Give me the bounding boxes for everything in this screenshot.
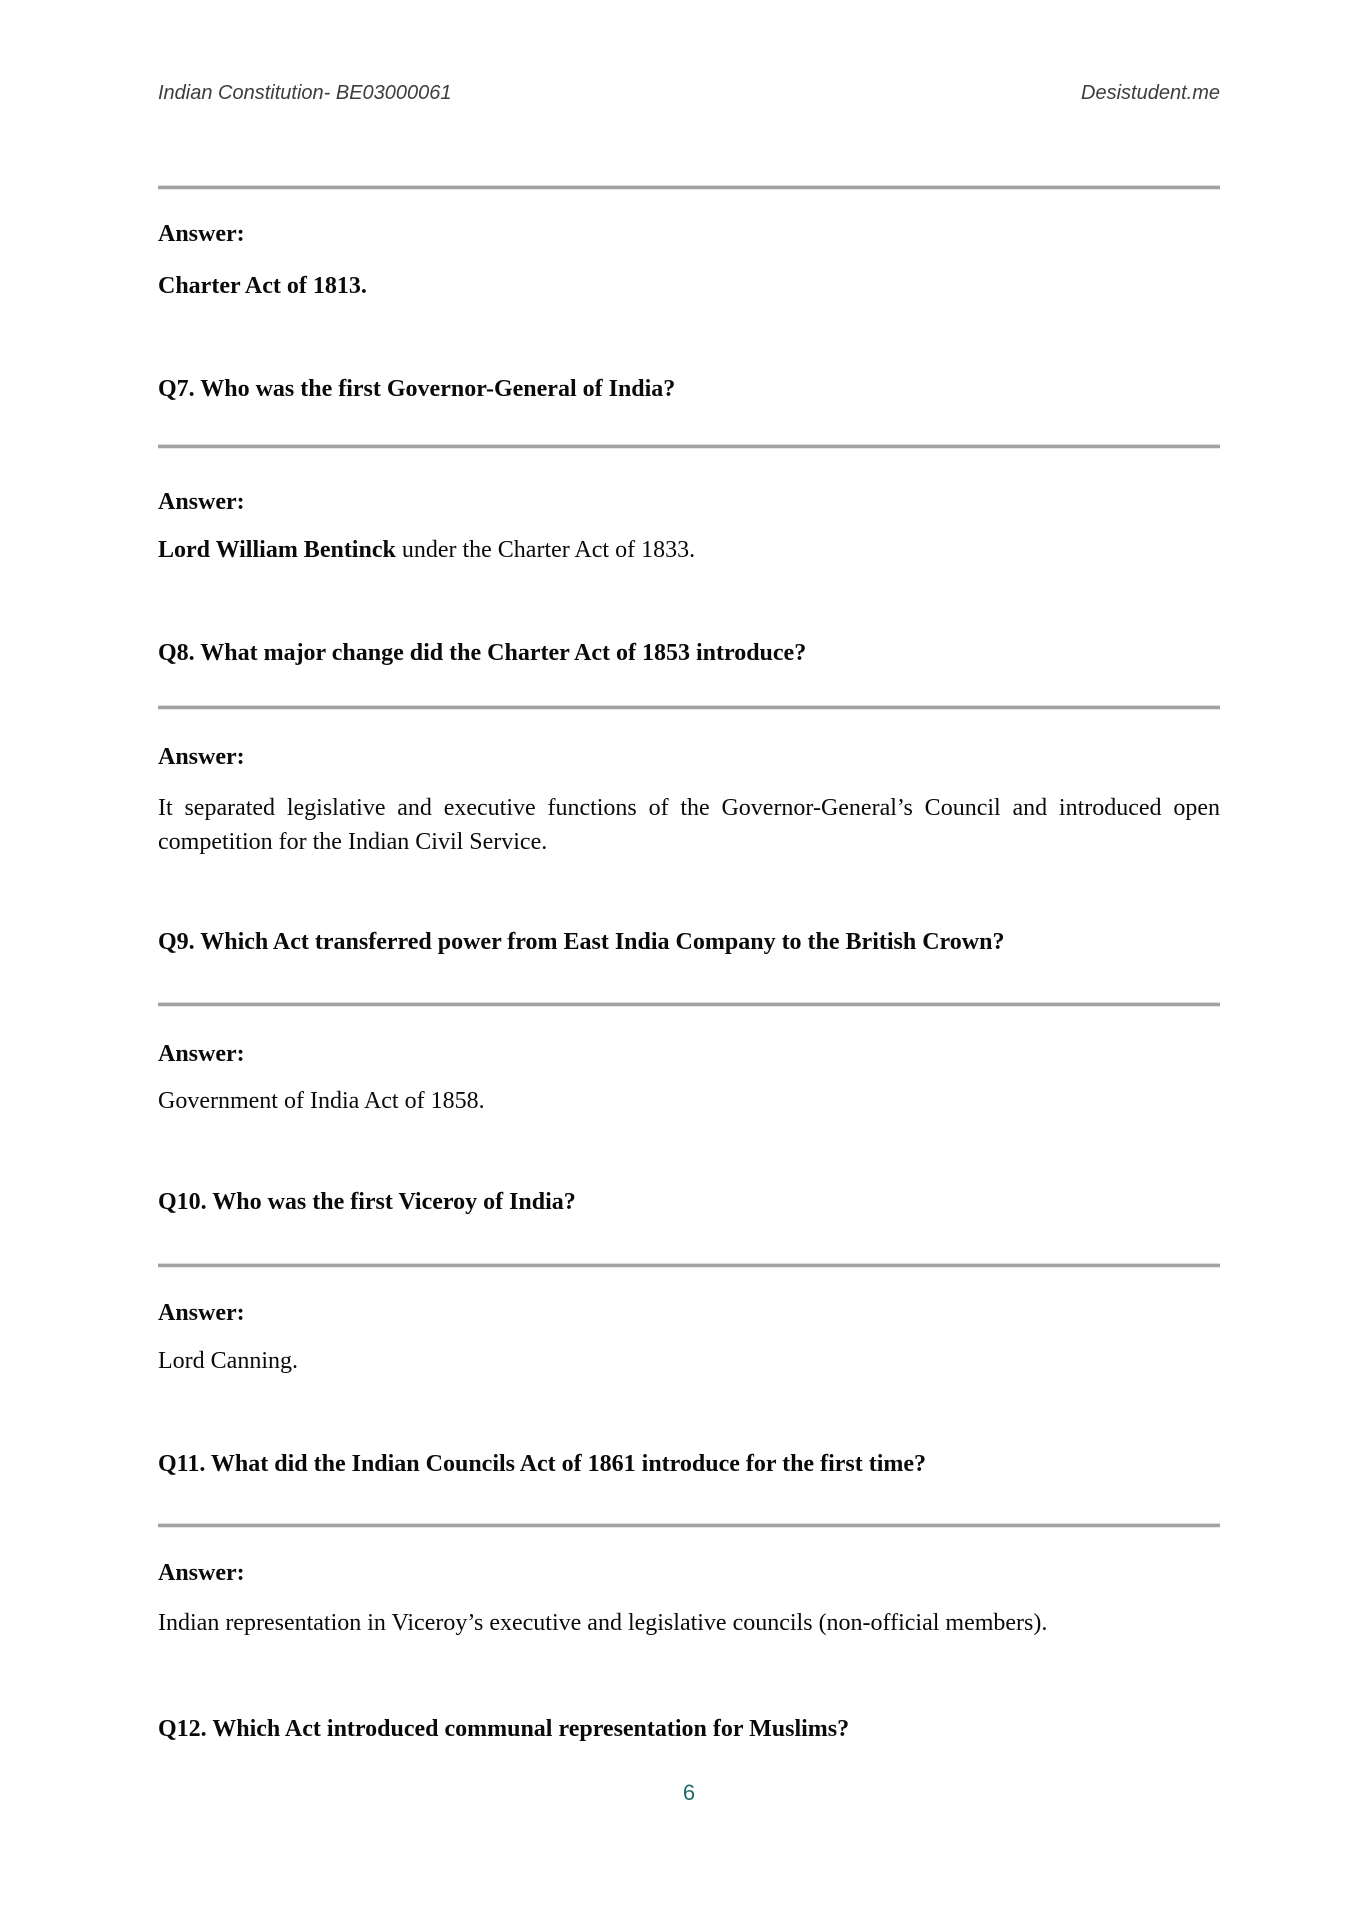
answer-text-q9: Government of India Act of 1858. [158, 1088, 485, 1114]
question-q9: Q9. Which Act transferred power from East India Company to the British Crown? [158, 929, 1005, 955]
answer-label: Answer: [158, 1560, 245, 1586]
answer-text-q6: Charter Act of 1813. [158, 273, 367, 299]
answer-label: Answer: [158, 489, 245, 515]
answer-text-q11: Indian representation in Viceroy’s executive and legislative councils (non-official members). [158, 1610, 1048, 1636]
answer-text-q7 [158, 536, 1220, 564]
header-course-code: Indian Constitution- BE03000061 [158, 82, 452, 104]
question-q7: Q7. Who was the first Governor-General of India? [158, 376, 676, 402]
question-q11: Q11. What did the Indian Councils Act of 1861 introduce for the first time? [158, 1451, 927, 1477]
question-q8: Q8. What major change did the Charter Act of 1853 introduce? [158, 640, 807, 666]
section-divider [158, 185, 1220, 190]
section-divider [158, 1263, 1220, 1268]
header-site-name: Desistudent.me [1081, 82, 1220, 104]
section-divider [158, 1002, 1220, 1007]
answer-label: Answer: [158, 221, 245, 247]
answer-text-q10: Lord Canning. [158, 1348, 298, 1374]
page-number: 6 [682, 1780, 696, 1805]
section-divider [158, 705, 1220, 710]
answer-q7-rest: under the Charter Act of 1833. [395, 537, 696, 563]
question-q10: Q10. Who was the first Viceroy of India? [158, 1189, 576, 1215]
section-divider [158, 1523, 1220, 1528]
answer-label: Answer: [158, 1300, 245, 1326]
answer-label: Answer: [158, 744, 245, 770]
page-header [158, 80, 1220, 106]
answer-text-q8: It separated legislative and executive functions of the Governor-General’s Council and introduced open competition for the Indian Civil Service. [158, 795, 1220, 855]
answer-q7-bold: Lord William Bentinck [158, 537, 396, 563]
answer-label: Answer: [158, 1041, 245, 1067]
section-divider [158, 444, 1220, 449]
question-q12: Q12. Which Act introduced communal representation for Muslims? [158, 1716, 850, 1742]
